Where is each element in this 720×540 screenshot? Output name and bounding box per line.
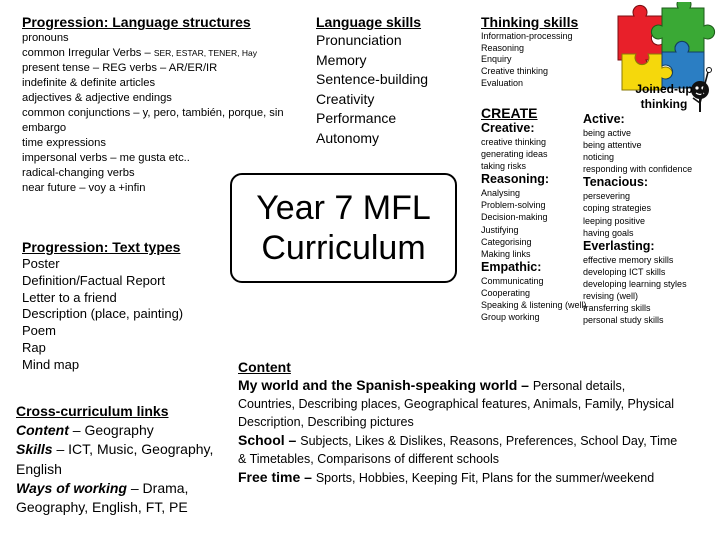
list-item: indefinite & definite articles — [22, 77, 156, 89]
everlasting-label: Everlasting: — [583, 238, 655, 253]
list-item: Sentence-building — [316, 71, 429, 87]
language-skills-heading: Language skills — [316, 14, 422, 30]
list-item: time expressions — [22, 137, 106, 149]
cross-curriculum-heading: Cross-curriculum links — [16, 403, 169, 419]
title-line-1: Year 7 MFL — [256, 189, 431, 227]
list-item: Justifying — [481, 224, 519, 235]
list-item: Decision-making — [481, 212, 548, 223]
list-item: Information-processing — [481, 31, 573, 41]
list-item: creative thinking — [481, 137, 547, 147]
list-item: pronouns — [22, 32, 69, 44]
thinking-skills-section — [481, 14, 611, 90]
dispositions-section — [583, 112, 719, 326]
list-item: Creative thinking — [481, 66, 549, 77]
create-section — [481, 105, 591, 323]
content-world-paragraph — [238, 376, 678, 431]
list-item: taking risks — [481, 161, 527, 172]
cross-skills-line — [16, 440, 226, 478]
list-item: near future – voy a +infin — [22, 182, 146, 194]
active-label: Active: — [583, 112, 625, 126]
list-item: Rap — [22, 339, 46, 355]
list-item: being active — [583, 128, 632, 138]
list-item: Mind map — [22, 356, 80, 372]
list-item: Evaluation — [481, 77, 524, 88]
content-free-time-paragraph — [238, 468, 678, 487]
list-item: present tense – REG verbs – AR/ER/IR — [22, 62, 218, 74]
list-item: developing ICT skills — [583, 266, 666, 277]
reasoning-label: Reasoning: — [481, 172, 550, 187]
joined-up-thinking-logo — [612, 2, 716, 114]
list-item: Letter to a friend — [22, 289, 117, 305]
list-item: Poster — [22, 256, 60, 271]
irregular-verbs-examples: SER, ESTAR, TENER, Hay — [153, 48, 257, 58]
list-item: responding with confidence — [583, 164, 693, 175]
list-item: Pronunciation — [316, 32, 402, 48]
list-item: Making links — [481, 248, 531, 259]
language-skills-section — [316, 14, 466, 148]
logo-caption-line-1: Joined-up — [635, 82, 693, 96]
list-item: noticing — [583, 152, 615, 163]
content-heading: Content — [238, 359, 291, 375]
cross-content-line — [16, 421, 226, 440]
language-structures-section — [22, 14, 307, 196]
list-item: being attentive — [583, 140, 642, 151]
list-item: personal study skills — [583, 315, 664, 326]
logo-caption — [624, 82, 704, 112]
empathic-label: Empathic: — [481, 259, 542, 274]
list-item: Cooperating — [481, 287, 531, 298]
cross-curriculum-section — [16, 402, 226, 517]
list-item: persevering — [583, 191, 631, 202]
tenacious-label: Tenacious: — [583, 175, 649, 190]
list-item: transferring skills — [583, 303, 651, 314]
cross-ways-value: – Drama, Geography, English, FT, PE — [16, 479, 189, 516]
list-item-text: common Irregular Verbs – — [22, 47, 154, 59]
list-item: Definition/Factual Report — [22, 272, 166, 288]
thinking-skills-heading: Thinking skills — [481, 14, 579, 30]
list-item: common conjunctions – y, pero, también, porque, sin embargo — [22, 107, 284, 134]
language-structures-heading: Progression: Language structures — [22, 14, 251, 30]
content-world-label: My world and the Spanish-speaking world – — [238, 377, 533, 393]
logo-caption-line-2: thinking — [640, 97, 688, 111]
cross-ways-label: Ways of working — [16, 479, 127, 496]
list-item: generating ideas — [481, 149, 548, 160]
cross-ways-line — [16, 479, 226, 517]
list-item: Description (place, painting) — [22, 306, 184, 322]
list-item: Reasoning — [481, 42, 525, 53]
list-item: leeping positive — [583, 215, 646, 226]
list-item: Problem-solving — [481, 200, 546, 211]
content-school-text: Subjects, Likes & Dislikes, Reasons, Preferences, School Day, Time & Timetables, Comparisons of different schools — [238, 434, 678, 466]
list-item: having goals — [583, 227, 634, 238]
text-types-heading: Progression: Text types — [22, 239, 181, 255]
cross-skills-label: Skills — [16, 441, 53, 458]
list-item: Categorising — [481, 236, 532, 247]
list-item: Poem — [22, 323, 56, 339]
title-box — [230, 173, 457, 283]
list-item: Performance — [316, 110, 397, 126]
text-types-section — [22, 239, 222, 374]
content-section — [238, 359, 678, 487]
list-item: Enquiry — [481, 54, 512, 65]
content-school-paragraph — [238, 431, 678, 468]
list-item: impersonal verbs – me gusta etc.. — [22, 152, 190, 164]
list-item: Autonomy — [316, 129, 380, 146]
list-item: Creativity — [316, 90, 375, 107]
cross-content-label: Content — [16, 422, 69, 439]
list-item: revising (well) — [583, 291, 639, 302]
content-world-text: Personal details, Countries, Describing places, Geographical features, Animals, Family, Physical Description, Describing pictures — [238, 379, 675, 429]
list-item: Memory — [316, 51, 367, 68]
list-item — [22, 46, 307, 61]
content-school-label: School – — [238, 432, 301, 448]
title-line-2: Curriculum — [261, 229, 426, 267]
list-item: radical-changing verbs — [22, 167, 135, 179]
content-free-time-label: Free time – — [238, 469, 316, 485]
create-heading: CREATE — [481, 105, 538, 121]
list-item: coping strategies — [583, 203, 652, 214]
cross-content-value: – Geography — [68, 422, 154, 439]
list-item: Analysing — [481, 188, 521, 199]
creative-label: Creative: — [481, 121, 535, 135]
list-item: Speaking & listening (well) — [481, 300, 587, 311]
list-item: developing learning styles — [583, 278, 687, 289]
list-item: Communicating — [481, 275, 544, 286]
list-item: Group working — [481, 312, 540, 323]
content-free-time-text: Sports, Hobbies, Keeping Fit, Plans for the summer/weekend — [315, 471, 655, 485]
cross-skills-value: – ICT, Music, Geography, English — [16, 441, 214, 477]
list-item: adjectives & adjective endings — [22, 92, 172, 104]
list-item: effective memory skills — [583, 254, 674, 265]
